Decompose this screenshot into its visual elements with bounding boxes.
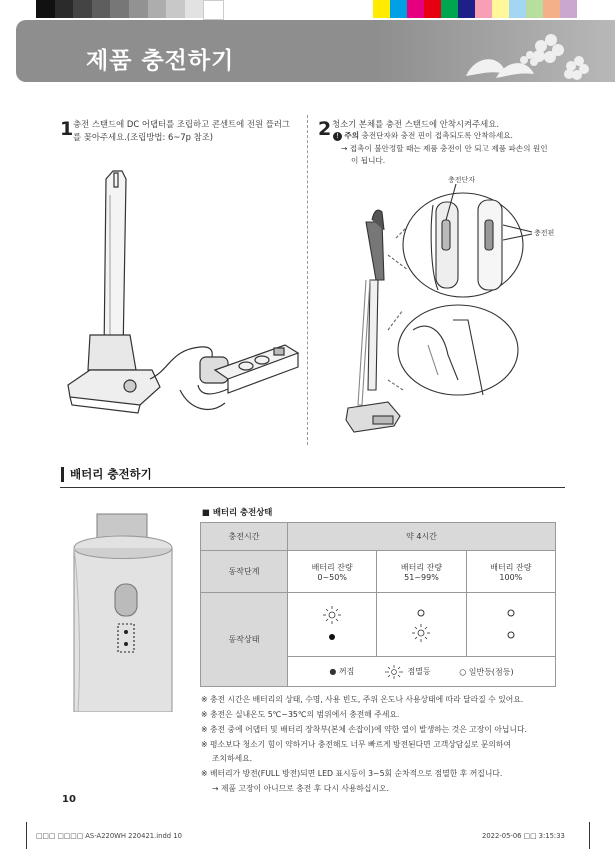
flower-leaf-decoration bbox=[446, 24, 596, 82]
step-2-warning bbox=[341, 143, 576, 167]
color-swatch bbox=[509, 0, 526, 18]
stage-2-label: 배터리 잔량 bbox=[400, 562, 443, 572]
stand-adapter-illustration bbox=[60, 165, 305, 430]
led-on-on-icon bbox=[497, 603, 525, 645]
color-swatch bbox=[560, 0, 577, 18]
step-1-text bbox=[73, 118, 303, 144]
filled-dot-icon: ● bbox=[329, 667, 337, 676]
state-cell-2 bbox=[377, 593, 466, 657]
battery-section-title: 배터리 충전하기 bbox=[61, 467, 152, 482]
step-1-number: 1 bbox=[60, 118, 74, 140]
charging-time-value: 약 4시간 bbox=[288, 523, 556, 551]
color-swatch bbox=[492, 0, 509, 18]
color-swatch bbox=[92, 0, 111, 18]
legend-row bbox=[288, 657, 556, 687]
led-blink-on-icon bbox=[318, 603, 346, 645]
header-operation-stage: 동작단계 bbox=[201, 551, 288, 593]
legend-off bbox=[329, 667, 357, 676]
color-swatch bbox=[185, 0, 204, 18]
color-swatch bbox=[458, 0, 475, 18]
color-swatch bbox=[110, 0, 129, 18]
color-swatch bbox=[166, 0, 185, 18]
legend-off-label: 꺼짐 bbox=[338, 667, 355, 676]
note-5-cont: → 제품 고장이 아니므로 충전 후 다시 사용하십시오. bbox=[212, 784, 389, 793]
stage-3-range: 100% bbox=[499, 572, 523, 582]
battery-section-rule bbox=[60, 487, 565, 488]
color-swatch bbox=[543, 0, 560, 18]
color-swatch bbox=[373, 0, 390, 18]
step-2-caution bbox=[333, 130, 573, 142]
color-swatch bbox=[424, 0, 441, 18]
color-swatch bbox=[390, 0, 407, 18]
color-swatch bbox=[203, 0, 224, 20]
color-swatch bbox=[36, 0, 55, 18]
caution-icon: ! bbox=[333, 132, 342, 141]
stage-cell-3 bbox=[466, 551, 555, 593]
legend-blink-label: 점멸등 bbox=[407, 667, 431, 676]
stage-cell-2 bbox=[377, 551, 466, 593]
hollow-dot-icon: ○ bbox=[459, 667, 467, 676]
note-3: ※ 충전 중에 어댑터 및 배터리 장착부(본체 손잡이)에 약한 열이 발생하는 것은 고장이 아닙니다. bbox=[201, 725, 527, 734]
charging-status-table bbox=[200, 522, 556, 687]
legend-on bbox=[459, 667, 513, 676]
state-cell-3 bbox=[466, 593, 555, 657]
header-operation-state: 동작상태 bbox=[201, 593, 288, 687]
stage-2-range: 51~99% bbox=[404, 572, 439, 582]
color-swatch bbox=[129, 0, 148, 18]
warning-line-2: 이 됩니다. bbox=[351, 156, 386, 165]
caution-text: 충전단자와 충전 핀이 접촉되도록 안착하세요. bbox=[361, 131, 513, 140]
stage-3-label: 배터리 잔량 bbox=[490, 562, 532, 572]
footer-file-info: □□□ □□□□ AS-A220WH 220421.indd 10 bbox=[36, 832, 182, 840]
step-2-line-1: 청소기 본체를 충전 스탠드에 안착시켜주세요. bbox=[332, 119, 500, 129]
color-swatch bbox=[475, 0, 492, 18]
crop-mark-right bbox=[589, 822, 590, 849]
legend-blink bbox=[383, 667, 433, 676]
crop-mark-left bbox=[26, 822, 27, 849]
color-swatch bbox=[73, 0, 92, 18]
note-4: ※ 평소보다 청소기 힘이 약하거나 충전해도 너무 빠르게 방전된다면 고객상담실로 문의하여 bbox=[201, 740, 511, 749]
note-2: ※ 충전은 실내온도 5℃~35℃의 범위에서 충전해 주세요. bbox=[201, 710, 400, 719]
label-charging-pin: 충전핀 bbox=[534, 229, 555, 237]
vacuum-on-stand-illustration bbox=[318, 180, 568, 445]
color-swatch bbox=[526, 0, 543, 18]
step-1-line-1: 충전 스탠드에 DC 어댑터를 조립하고 콘센트에 전원 플러그 bbox=[73, 119, 291, 129]
table-title: ■ 배터리 충전상태 bbox=[202, 507, 273, 517]
note-1: ※ 충전 시간은 배터리의 상태, 수명, 사용 빈도, 주위 온도나 사용상태에 따라 달라질 수 있어요. bbox=[201, 695, 524, 704]
color-swatch bbox=[441, 0, 458, 18]
step-1-line-2: 를 꽂아주세요.(조립방법: 6~7p 참조) bbox=[73, 132, 214, 142]
handle-led-illustration bbox=[72, 512, 177, 712]
stage-1-label: 배터리 잔량 bbox=[311, 562, 353, 572]
note-4-cont: 조치하세요. bbox=[212, 754, 253, 763]
page-title: 제품 충전하기 bbox=[86, 48, 235, 74]
state-cell-1 bbox=[288, 593, 377, 657]
warning-line-1: → 접촉이 불안정할 때는 제품 충전이 안 되고 제품 파손의 원인 bbox=[341, 144, 548, 153]
blink-icon bbox=[383, 665, 405, 679]
color-swatch bbox=[148, 0, 167, 18]
stage-cell-1 bbox=[288, 551, 377, 593]
led-on-blink-icon bbox=[407, 603, 435, 645]
footer-date: 2022-05-06 □□ 3:15:33 bbox=[482, 832, 565, 840]
note-5: ※ 배터리가 방전(FULL 방전)되면 LED 표시등이 3~5회 순차적으로 점멸한 후 꺼집니다. bbox=[201, 769, 503, 778]
step-divider bbox=[307, 115, 308, 445]
step-2-number: 2 bbox=[318, 118, 332, 140]
stage-1-range: 0~50% bbox=[317, 572, 347, 582]
header-charging-time: 충전시간 bbox=[201, 523, 288, 551]
caution-label: 주의 bbox=[344, 131, 360, 140]
page-number: 10 bbox=[62, 794, 76, 805]
color-swatch bbox=[407, 0, 424, 18]
color-swatch bbox=[55, 0, 74, 18]
legend-on-label: 일반등(점등) bbox=[468, 667, 514, 676]
label-charging-terminal: 충전단자 bbox=[448, 176, 476, 184]
